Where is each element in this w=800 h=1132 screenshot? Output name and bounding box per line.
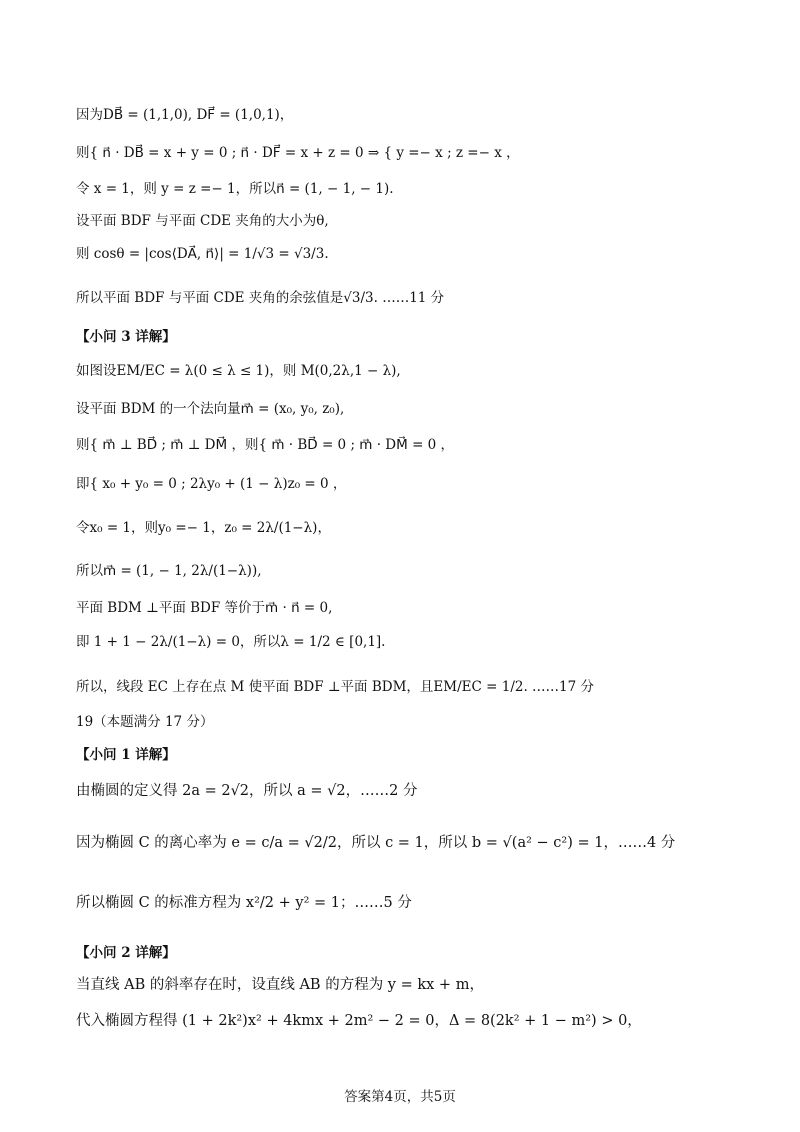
text-line: 令x₀ = 1，则y₀ =− 1，z₀ = 2λ/(1−λ)，: [76, 520, 331, 536]
text-line: 所以m⃗ = (1, − 1, 2λ/(1−λ)),: [76, 563, 262, 579]
text-line: 所以椭圆 C 的标准方程为 x²/2 + y² = 1；……5 分: [76, 895, 412, 911]
text-line: 则{ n⃗ · DB⃗ = x + y = 0 ; n⃗ · DF⃗ = x + z = 0 ⇒ { y =− x ; z =− x ，: [76, 145, 520, 161]
text-line: 如图设EM/EC = λ(0 ≤ λ ≤ 1)，则 M(0,2λ,1 − λ),: [76, 363, 401, 379]
text-line: 即{ x₀ + y₀ = 0 ; 2λy₀ + (1 − λ)z₀ = 0 ，: [76, 476, 347, 492]
text-line: 代入椭圆方程得 (1 + 2k²)x² + 4kmx + 2m² − 2 = 0，Δ = 8(2k² + 1 − m²) > 0，: [76, 1013, 642, 1029]
text-line: 设平面 BDF 与平面 CDE 夹角的大小为θ,: [76, 213, 329, 229]
text-line: 平面 BDM ⊥平面 BDF 等价于m⃗ · n⃗ = 0,: [76, 600, 333, 616]
section-heading: 【小问 2 详解】: [76, 945, 176, 961]
section-heading: 【小问 3 详解】: [76, 329, 176, 345]
text-line: 因为椭圆 C 的离心率为 e = c/a = √2/2，所以 c = 1，所以 b = √(a² − c²) = 1，……4 分: [76, 835, 676, 851]
page-footer: 答案第4页，共5页: [344, 1089, 456, 1105]
section-heading: 【小问 1 详解】: [76, 747, 176, 763]
text-line: 当直线 AB 的斜率存在时，设直线 AB 的方程为 y = kx + m，: [76, 977, 484, 993]
text-line: 所以，线段 EC 上存在点 M 使平面 BDF ⊥平面 BDM，且EM/EC = 1/2. ……17 分: [76, 679, 595, 695]
text-line: 设平面 BDM 的一个法向量m⃗ = (x₀, y₀, z₀),: [76, 401, 345, 417]
text-line: 则{ m⃗ ⊥ BD⃗ ; m⃗ ⊥ DM⃗ ，则{ m⃗ · BD⃗ = 0 ; m⃗ · DM⃗ = 0 ，: [76, 437, 455, 453]
text-line: 即 1 + 1 − 2λ/(1−λ) = 0，所以λ = 1/2 ∈ [0,1].: [76, 634, 386, 650]
text-line: 所以平面 BDF 与平面 CDE 夹角的余弦值是√3/3. ……11 分: [76, 290, 445, 306]
text-line: 由椭圆的定义得 2a = 2√2，所以 a = √2，……2 分: [76, 783, 418, 799]
text-line: 则 cosθ = |cos⟨DA⃗, n⃗⟩| = 1/√3 = √3/3.: [76, 246, 329, 262]
text-line: 因为DB⃗ = (1,1,0), DF⃗ = (1,0,1)，: [76, 107, 294, 123]
problem-heading: 19（本题满分 17 分）: [76, 714, 214, 730]
text-line: 令 x = 1，则 y = z =− 1，所以n⃗ = (1, − 1, − 1).: [76, 181, 394, 197]
